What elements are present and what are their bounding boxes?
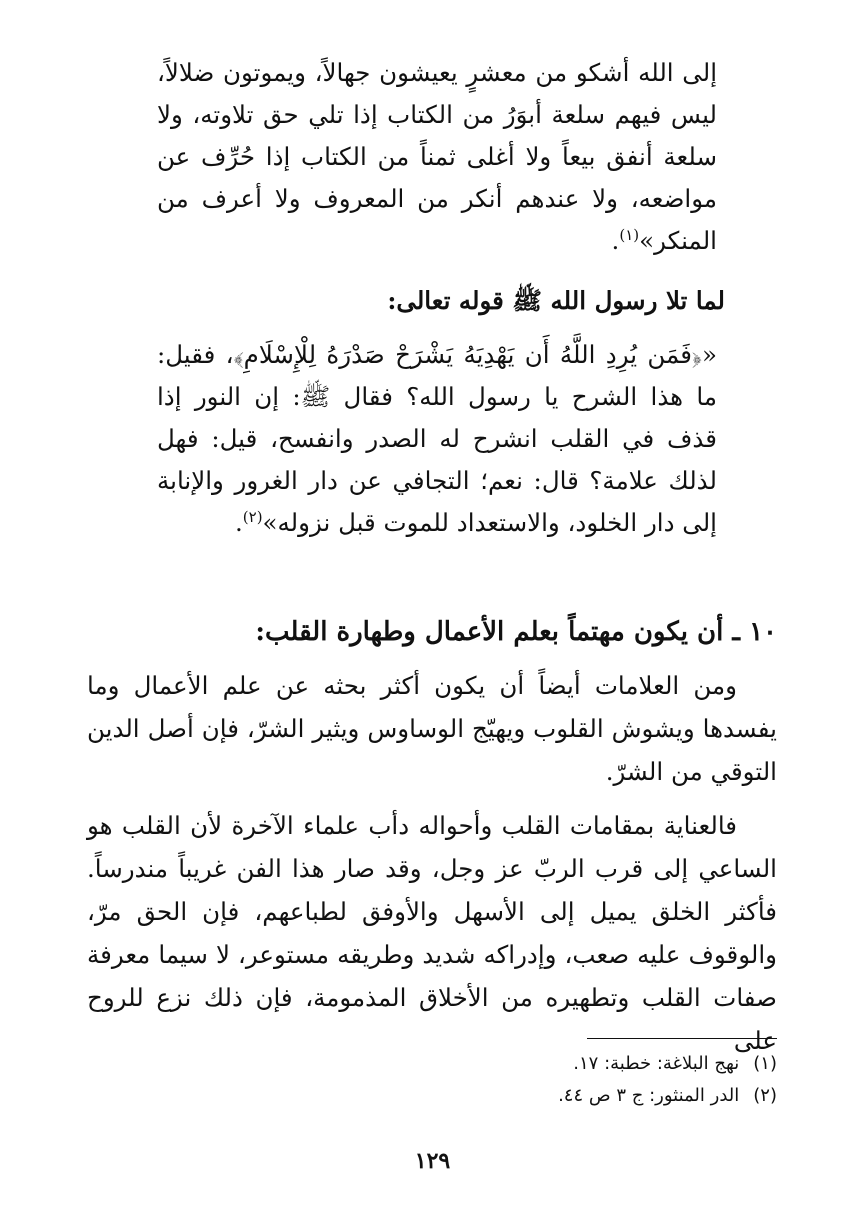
- page-number: ١٢٩: [414, 1148, 451, 1174]
- hadith-end: .: [234, 508, 243, 537]
- footnote-item: [277, 1048, 777, 1080]
- body-paragraph-1: ومن العلامات أيضاً أن يكون أكثر بحثه عن علم الأعمال وما يفسدها ويشوش القلوب ويهيّج الوساوس ويثير الشرّ، فإن أصل الدين التوقي من الشرّ.: [87, 671, 777, 786]
- footnote-text: نهج البلاغة: خطبة: ١٧.: [573, 1053, 740, 1074]
- body-paragraph-2: فالعناية بمقامات القلب وأحواله دأب علماء الآخرة لأن القلب هو الساعي إلى قرب الربّ عز وجل، وقد صار هذا الفن غريباً مندرساً. فأكثر الخلق يميل إلى الأسهل والأوفق لطباعهم، فإن الحق مرّ، والوقوف عليه صعب، وإدراكه شديد وطريقه مستوعر، لا سيما معرفة صفات القلب وتطهيره من الأخلاق المذمومة، فإن ذلك نزع للروح على: [87, 811, 777, 1055]
- hadith-text: «﴿فَمَن يُرِدِ اللَّهُ أَن يَهْدِيَهُ يَشْرَحْ صَدْرَهُ لِلْإِسْلَامِ﴾، فقيل: ما هذا الشرح يا رسول الله؟ فقال ﷺ: إن النور إذا قذف في القلب انشرح له الصدر وانفسح، قيل: فهل لذلك علامة؟ قال: نعم؛ التجافي عن دار الغرور والإنابة إلى دار الخلود، والاستعداد للموت قبل نزوله»: [157, 340, 717, 537]
- section-heading: ١٠ ـ أن يكون مهتماً بعلم الأعمال وطهارة القلب:: [255, 617, 777, 647]
- quote-end: .: [611, 226, 620, 255]
- footnote-item: [277, 1080, 777, 1112]
- footnote-divider: [587, 1038, 777, 1039]
- footnote-marker-2[interactable]: (٢): [242, 507, 263, 526]
- hadith-paragraph: [157, 334, 717, 544]
- footnote-marker-1[interactable]: (١): [619, 225, 640, 244]
- footnote-number: (١): [753, 1053, 777, 1074]
- footnote-number: (٢): [753, 1085, 777, 1106]
- footnotes-list: [277, 1048, 777, 1112]
- quote-paragraph: [157, 52, 717, 262]
- hadith-intro: لما تلا رسول الله ﷺ قوله تعالى:: [387, 286, 725, 315]
- quote-text: إلى الله أشكو من معشرٍ يعيشون جهالاً، ويموتون ضلالاً، ليس فيهم سلعة أبوَرُ من الكتاب إذا تلي حق تلاوته، ولا سلعة أنفق بيعاً ولا أغلى ثمناً من الكتاب إذا حُرِّف عن مواضعه، ولا عندهم أنكر من المعروف ولا أعرف من المنكر»: [157, 58, 717, 255]
- footnote-text: الدر المنثور: ج ٣ ص ٤٤.: [558, 1085, 740, 1106]
